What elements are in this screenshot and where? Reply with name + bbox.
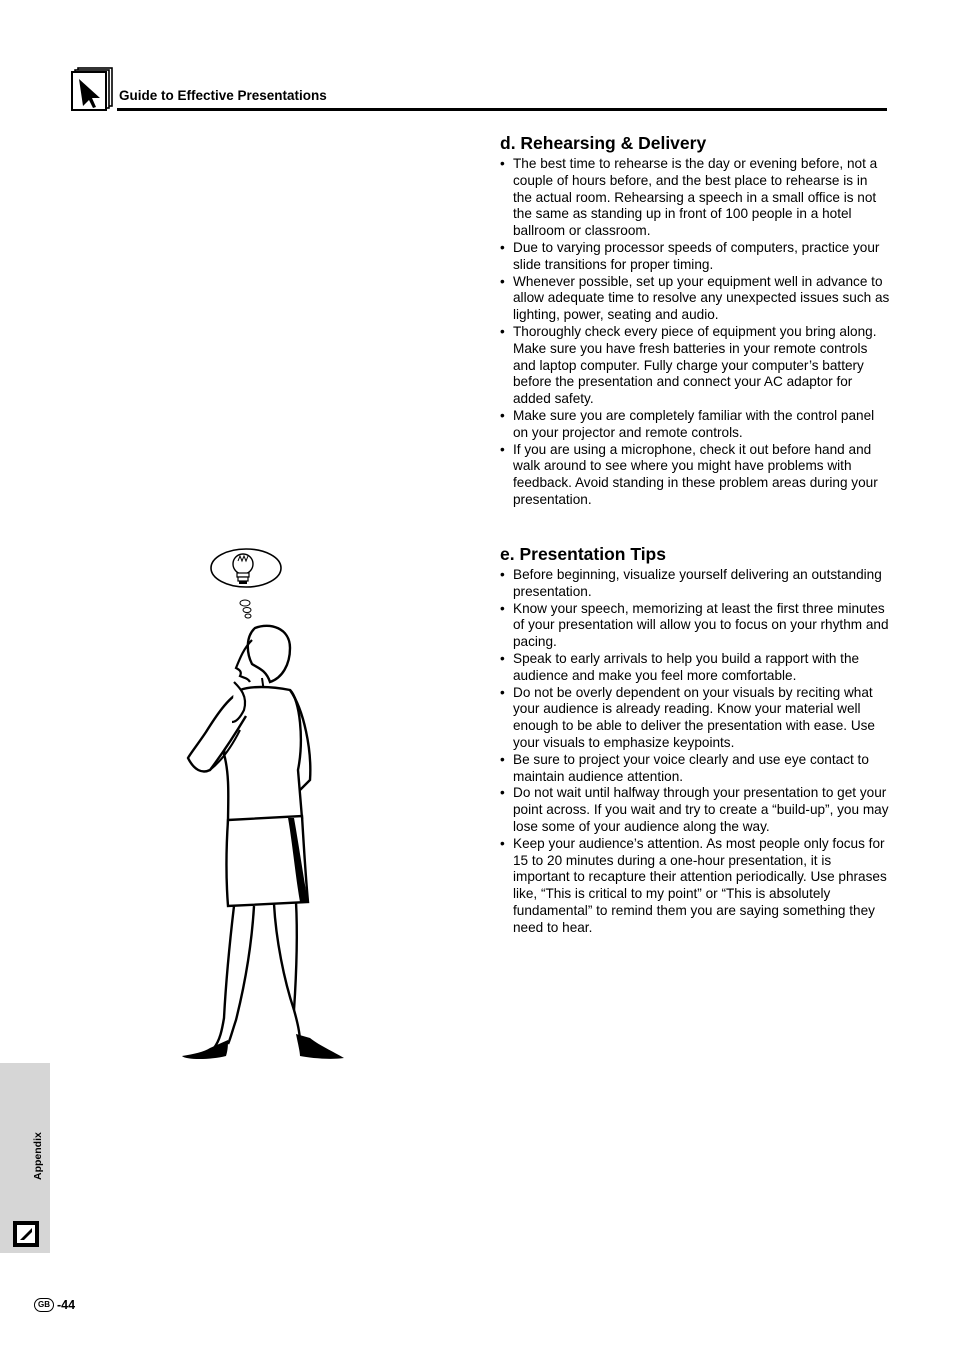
page-number — [34, 1298, 75, 1312]
list-item: • Whenever possible, set up your equipment well in advance to allow adequate time to resolve any unexpected issues such as lighting, power, seating and audio. — [500, 273, 890, 323]
list-item: • Before beginning, visualize yourself delivering an outstanding presentation. — [500, 567, 882, 599]
bullet-list — [500, 567, 890, 937]
header-rule — [117, 108, 887, 111]
list-item-text: Due to varying processor speeds of computers, practice your slide transitions for proper timing. — [513, 239, 880, 272]
list-item-text: Be sure to project your voice clearly and use eye contact to maintain audience attention. — [513, 751, 869, 784]
page-header-title: Guide to Effective Presentations — [119, 88, 327, 103]
region-badge: GB — [34, 1298, 54, 1312]
section-title: d. Rehearsing & Delivery — [500, 133, 707, 153]
page-number-text: -44 — [57, 1298, 76, 1312]
list-item: • Keep your audience’s attention. As most people only focus for 15 to 20 minutes during a one-hour presentation, it is important to recapture their attention periodically. Use phrases like, “This is critical to my point” or “This is absolutely fundamental” to remind them you are saying something they need to hear. — [500, 835, 887, 935]
list-item: • Do not be overly dependent on your visuals by reciting what your audience is already reading. Know your material well enough to be able to deliver the presentation with ease. Use your visuals to emphasize keypoints. — [500, 684, 875, 750]
list-item-text: Know your speech, memorizing at least the first three minutes of your presentation will allow you to focus on your rhythm and pacing. — [513, 600, 889, 650]
list-item: • Make sure you are completely familiar with the control panel on your projector and remote controls. — [500, 407, 875, 440]
list-item: • Be sure to project your voice clearly and use eye contact to maintain audience attention. — [500, 751, 869, 784]
section-rehearsing-delivery — [500, 132, 890, 509]
list-item-text: Do not wait until halfway through your presentation to get your point across. If you wait and try to create a “build-up”, you may lose some of your audience along the way. — [513, 785, 889, 834]
list-item-text: Make sure you are completely familiar with the control panel on your projector and remote controls. — [513, 407, 875, 440]
list-item-text: Whenever possible, set up your equipment well in advance to allow adequate time to resolve any unexpected issues such as lighting, power, seating and audio. — [513, 273, 890, 323]
bullet-list — [500, 156, 890, 509]
list-item: • Do not wait until halfway through your presentation to get your point across. If you wait and try to create a “build-up”, you may lose some of your audience along the way. — [500, 785, 889, 834]
list-item-text: The best time to rehearse is the day or evening before, not a couple of hours before, and the best place to rehearse is in the actual room. Rehearsing a speech in a small office is not the same as standing up in front of 100 people in a hotel ballroom or classroom. — [513, 156, 878, 239]
list-item: • Thoroughly check every piece of equipment you bring along. Make sure you have fresh batteries in your remote controls and laptop computer. Fully charge your computer’s battery before the presentation and connect your AC adaptor for added safety. — [500, 323, 877, 407]
list-item-text: Do not be overly dependent on your visuals by reciting what your audience is already reading. Know your material well enough to be able to deliver the presentation with ease. Use your visuals to emphasize keypoints. — [513, 684, 875, 750]
list-item-text: Keep your audience’s attention. As most people only focus for 15 to 20 minutes during a one-hour presentation, it is important to recapture their attention periodically. Use phrases like, “This is critical to my point” or “This is absolutely fundamental” to remind them you are saying something they need to hear. — [513, 835, 887, 935]
list-item-text: Before beginning, visualize yourself delivering an outstanding presentation. — [513, 567, 882, 599]
pointer-arrow-icon — [70, 67, 114, 111]
list-item: • Know your speech, memorizing at least the first three minutes of your presentation will allow you to focus on your rhythm and pacing. — [500, 600, 889, 650]
thinking-woman-lightbulb-icon — [170, 540, 360, 1070]
list-item-text: Speak to early arrivals to help you build a rapport with the audience and make you feel more comfortable. — [513, 650, 860, 683]
list-item: • If you are using a microphone, check it out before hand and walk around to see where you might have problems with feedback. Avoid standing in these problem areas during your presentation. — [500, 441, 878, 507]
section-presentation-tips — [500, 543, 890, 937]
list-item: • Speak to early arrivals to help you build a rapport with the audience and make you feel more comfortable. — [500, 650, 860, 683]
list-item: • Due to varying processor speeds of computers, practice your slide transitions for proper timing. — [500, 239, 880, 272]
list-item-text: Thoroughly check every piece of equipment you bring along. Make sure you have fresh batteries in your remote controls and laptop computer. Fully charge your computer’s battery before the presentation and connect your AC adaptor for added safety. — [513, 323, 877, 407]
list-item: • The best time to rehearse is the day or evening before, not a couple of hours before, and the best place to rehearse is in the actual room. Rehearsing a speech in a small office is not the same as standing up in front of 100 people in a hotel ballroom or classroom. — [500, 156, 878, 239]
side-tab-label: Appendix — [32, 1132, 44, 1180]
list-item-text: If you are using a microphone, check it out before hand and walk around to see where you might have problems with feedback. Avoid standing in these problem areas during your presentation. — [513, 441, 878, 507]
appendix-icon — [12, 1220, 40, 1248]
section-title: e. Presentation Tips — [500, 544, 666, 564]
